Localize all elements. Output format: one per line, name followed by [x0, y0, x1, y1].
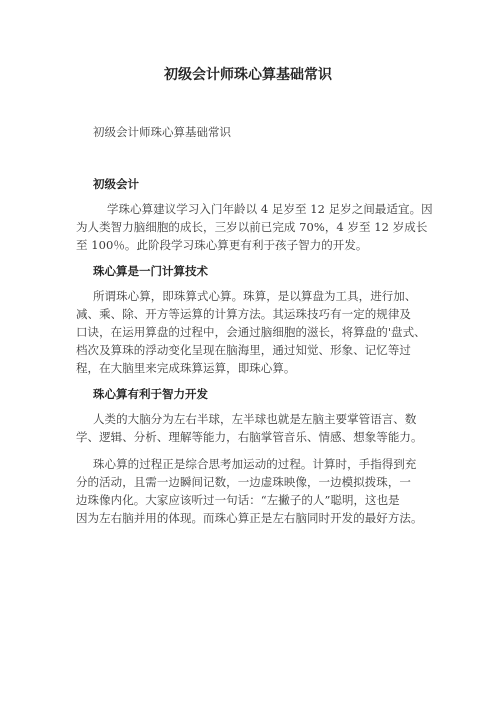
paragraph-line: 档次及算珠的浮动变化呈现在脑海里，通过知觉、形象、记忆等过: [76, 343, 411, 357]
paragraph-line: 因为左右脑并用的体现。而珠心算正是左右脑同时开发的最好方法。: [76, 511, 423, 525]
paragraph-line: 为人类智力脑细胞的成长，三岁以前已完成 70%，4 岁至 12 岁成长: [76, 220, 428, 234]
paragraph-line: 程，在大脑里来完成珠算运算，即珠心算。: [76, 361, 296, 375]
paragraph-line: 学珠心算建议学习入门年龄以 4 足岁至 12 足岁之间最适宜。因: [107, 202, 433, 216]
paragraph-line: 分的活动，且需一边瞬间记数，一边虚珠映像，一边模拟拨珠，一: [76, 475, 411, 489]
section-heading: 珠心算有利于智力开发: [93, 387, 208, 401]
paragraph-line: 至 100％。此阶段学习珠心算更有利于孩子智力的开发。: [76, 238, 368, 252]
paragraph-line: 珠心算的过程正是综合思考加运动的过程。计算时，手指得到充: [93, 457, 417, 471]
paragraph-line: 减、乘、除、开方等运算的计算方法。其运珠技巧有一定的规律及: [76, 307, 411, 321]
document-title: 初级会计师珠心算基础常识: [164, 67, 332, 83]
section-heading: 珠心算是一门计算技术: [93, 264, 208, 278]
paragraph-line: 口诀，在运用算盘的过程中，会通过脑细胞的滋长，将算盘的'盘式、: [76, 325, 426, 339]
paragraph-line: 人类的大脑分为左右半球，左半球也就是左脑主要掌管语言、数: [93, 412, 417, 426]
paragraph-line: 边珠像内化。大家应该听过一句话：“左撇子的人”聪明，这也是: [76, 493, 400, 507]
section-heading: 初级会计: [93, 177, 139, 191]
document-subtitle: 初级会计师珠心算基础常识: [93, 125, 231, 139]
paragraph-line: 学、逻辑、分析、理解等能力，右脑掌管音乐、情感、想象等能力。: [76, 430, 423, 444]
paragraph-line: 所谓珠心算，即珠算式心算。珠算，是以算盘为工具，进行加、: [93, 289, 417, 303]
